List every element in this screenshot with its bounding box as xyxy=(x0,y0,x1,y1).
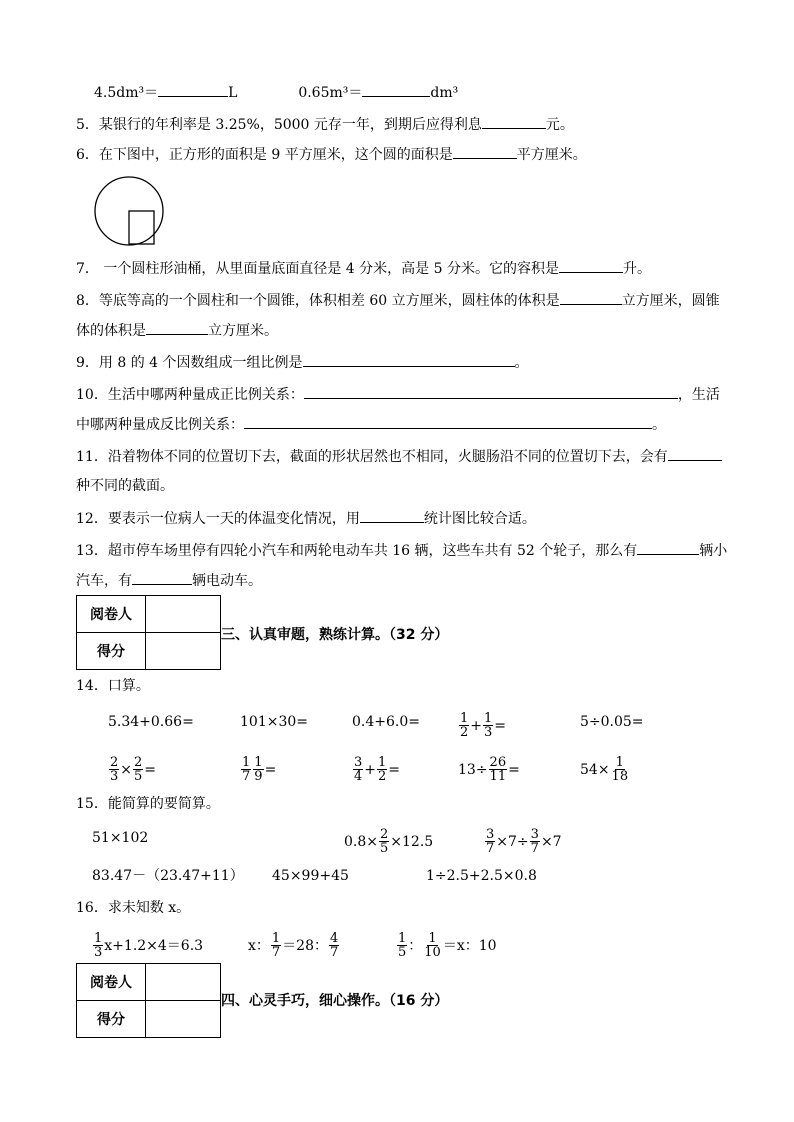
question-7: 7． 一个圆柱形油桶，从里面量底面直径是 4 分米，高是 5 分米。它的容积是 升。 xyxy=(76,258,651,279)
circle-square-figure xyxy=(92,174,168,248)
calc-item: 83.47－（23.47+11） xyxy=(92,868,244,884)
calc-item: $\frac{1}{7}$ $\frac{1}{9}$ = xyxy=(242,755,277,784)
question-13-line2: 汽车，有 辆电动车。 xyxy=(76,570,262,591)
section-4-heading: 四、心灵手巧，细心操作。（16 分） xyxy=(221,993,449,1009)
question-6: 6．在下图中，正方形的面积是 9 平方厘米，这个圆的面积是 平方厘米。 xyxy=(76,144,587,165)
calc-item: $\frac{1}{2}$ + $\frac{1}{3}$ = xyxy=(460,711,507,740)
answer-blank[interactable] xyxy=(303,352,515,367)
answer-blank[interactable] xyxy=(560,290,622,305)
reviewer-label: 阅卷人 xyxy=(77,596,146,633)
score-cell[interactable] xyxy=(146,1001,221,1038)
calc-item: 51×102 xyxy=(92,830,149,846)
calc-item: $\frac{2}{3}$ × $\frac{2}{5}$ = xyxy=(110,755,157,784)
question-8: 8．等底等高的一个圆柱和一个圆锥，体积相差 60 立方厘米，圆柱体的体积是 立方厘米，圆锥 xyxy=(76,290,720,311)
score-box xyxy=(76,963,221,1038)
reviewer-cell[interactable] xyxy=(146,596,221,633)
answer-blank[interactable] xyxy=(158,82,228,97)
calc-item: 5.34+0.66= xyxy=(108,714,194,730)
calc-item: 5÷0.05= xyxy=(580,714,644,730)
question-10-line2: 中哪两种量成反比例关系： 。 xyxy=(76,414,666,435)
question-8-line2: 体的体积是 立方厘米。 xyxy=(76,320,278,341)
equation-item: $\frac{1}{3}$ x+1.2×4＝6.3 xyxy=(94,931,204,960)
calc-item: $\frac{3}{4}$ + $\frac{1}{2}$ = xyxy=(354,755,401,784)
calc-item: 0.4+6.0= xyxy=(352,714,420,730)
answer-blank[interactable] xyxy=(132,570,192,585)
score-cell[interactable] xyxy=(146,633,221,670)
q4-line: 4.5dm³＝ L 0.65m³＝ dm³ xyxy=(94,82,458,103)
answer-blank[interactable] xyxy=(244,414,652,429)
answer-blank[interactable] xyxy=(482,114,546,129)
reviewer-label: 阅卷人 xyxy=(77,964,146,1001)
answer-blank[interactable] xyxy=(453,144,517,159)
answer-blank[interactable] xyxy=(304,384,678,399)
question-11: 11．沿着物体不同的位置切下去，截面的形状居然也不相同，火腿肠沿不同的位置切下去，会有 xyxy=(76,446,722,467)
question-9: 9．用 8 的 4 个因数组成一组比例是 。 xyxy=(76,352,529,373)
calc-item: 54× $\frac{1}{18}$ xyxy=(580,755,629,784)
answer-blank[interactable] xyxy=(559,258,623,273)
calc-item: 101×30= xyxy=(240,714,308,730)
question-15-title: 15．能简算的要简算。 xyxy=(76,796,220,812)
question-16-title: 16．求未知数 x。 xyxy=(76,900,191,916)
question-14-title: 14．口算。 xyxy=(76,678,150,694)
score-label: 得分 xyxy=(77,633,146,670)
question-11-line2: 种不同的截面。 xyxy=(76,478,174,494)
calc-item: 0.8× $\frac{2}{5}$ ×12.5 xyxy=(344,827,434,856)
equation-item: $\frac{1}{5}$ ： $\frac{1}{10}$ ＝x：10 xyxy=(398,931,497,960)
answer-blank[interactable] xyxy=(362,82,430,97)
answer-blank[interactable] xyxy=(146,320,208,335)
calc-item: 13÷ $\frac{26}{11}$ = xyxy=(458,755,520,784)
calc-item: 45×99+45 xyxy=(272,868,349,884)
question-10: 10．生活中哪两种量成正比例关系： ，生活 xyxy=(76,384,720,405)
calc-item: 1÷2.5+2.5×0.8 xyxy=(426,868,537,884)
score-box xyxy=(76,595,221,670)
question-5: 5．某银行的年利率是 3.25%，5000 元存一年，到期后应得利息 元。 xyxy=(76,114,574,135)
answer-blank[interactable] xyxy=(360,508,424,523)
answer-blank[interactable] xyxy=(668,446,722,461)
question-12: 12．要表示一位病人一天的体温变化情况，用 统计图比较合适。 xyxy=(76,508,536,529)
question-13: 13．超市停车场里停有四轮小汽车和两轮电动车共 16 辆，这些车共有 52 个轮子，那么有 辆小 xyxy=(76,540,727,561)
reviewer-cell[interactable] xyxy=(146,964,221,1001)
calc-item: $\frac{3}{7}$ ×7÷ $\frac{3}{7}$ ×7 xyxy=(486,827,562,856)
answer-blank[interactable] xyxy=(637,540,699,555)
section-3-heading: 三、认真审题，熟练计算。（32 分） xyxy=(221,627,449,643)
score-label: 得分 xyxy=(77,1001,146,1038)
equation-item: x： $\frac{1}{7}$ ＝28： $\frac{4}{7}$ xyxy=(248,931,339,960)
